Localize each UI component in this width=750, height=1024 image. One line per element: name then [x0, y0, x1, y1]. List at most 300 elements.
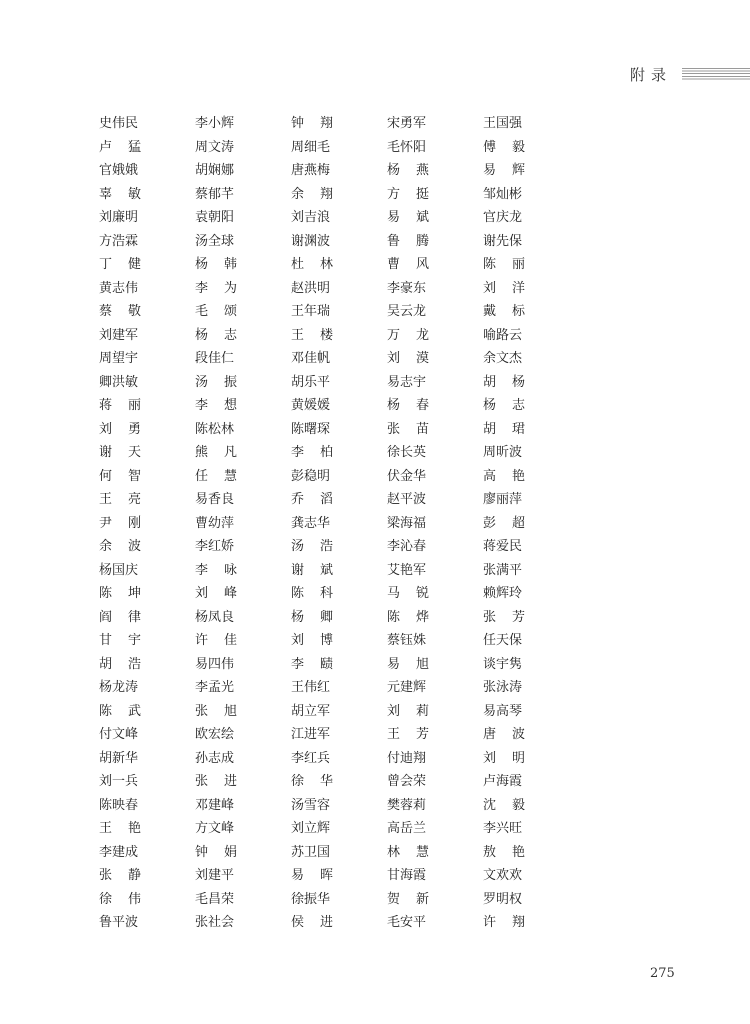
- name-cell: [483, 512, 525, 536]
- name-cell: [195, 465, 237, 489]
- name-cell: 龚志华: [291, 515, 331, 531]
- name-char: 杨: [387, 163, 401, 178]
- name-cell: 张社会: [195, 915, 235, 930]
- name-char: 彭: [483, 515, 497, 531]
- name-cell: 刘吉浪: [291, 210, 331, 225]
- name-cell: 刘建平: [195, 868, 235, 883]
- name-cell: [99, 864, 141, 888]
- name-char: 戴: [483, 304, 497, 319]
- name-cell: 张泳涛: [483, 680, 523, 695]
- name-cell: 袁朝阳: [195, 210, 235, 225]
- name-cell: [483, 418, 525, 442]
- name-cell: 高岳兰: [387, 821, 427, 836]
- name-char: 超: [511, 515, 525, 531]
- name-char: 旭: [223, 703, 237, 719]
- name-char: 卢: [99, 139, 113, 155]
- name-char: 翔: [319, 186, 333, 202]
- name-cell: [291, 253, 333, 277]
- name-char: 曹: [387, 257, 401, 272]
- name-char: 智: [127, 468, 141, 484]
- name-cell: [99, 488, 141, 512]
- name-cell: [387, 253, 429, 277]
- name-char: 陈: [99, 586, 113, 601]
- name-char: 高: [483, 468, 497, 484]
- name-cell: 陈松林: [195, 421, 235, 437]
- name-cell: [99, 512, 141, 536]
- name-cell: [291, 112, 333, 136]
- name-cell: 谢渊波: [291, 233, 331, 249]
- name-char: 静: [127, 868, 141, 883]
- name-char: 为: [223, 280, 237, 296]
- name-cell: [99, 817, 141, 841]
- name-char: 张: [387, 421, 401, 437]
- name-char: 志: [511, 398, 525, 413]
- name-char: 刘: [387, 351, 401, 366]
- name-cell: [195, 371, 237, 395]
- name-cell: [291, 535, 333, 559]
- name-cell: 曹幼萍: [195, 515, 235, 531]
- name-cell: [99, 606, 141, 630]
- name-char: 丽: [127, 398, 141, 413]
- name-char: 进: [223, 774, 237, 789]
- name-cell: 廖丽萍: [483, 492, 523, 507]
- name-cell: 毛怀阳: [387, 139, 427, 155]
- name-cell: [291, 441, 333, 465]
- name-cell: [291, 559, 333, 583]
- name-cell: [483, 277, 525, 301]
- header-decorative-rules: [682, 68, 750, 80]
- name-char: 陈: [387, 609, 401, 625]
- name-cell: 毛安平: [387, 915, 427, 930]
- name-cell: 汤全球: [195, 233, 235, 249]
- name-cell: [387, 653, 429, 677]
- name-char: 腾: [415, 233, 429, 249]
- name-char: 芳: [511, 609, 525, 625]
- name-char: 何: [99, 468, 113, 484]
- name-cell: [291, 324, 333, 348]
- name-cell: 蒋爱民: [483, 539, 523, 554]
- name-char: 李: [195, 280, 209, 296]
- name-cell: 胡新华: [99, 750, 139, 766]
- name-cell: [291, 911, 333, 935]
- name-char: 卿: [319, 609, 333, 625]
- name-char: 蔡: [99, 304, 113, 319]
- name-char: 丁: [99, 257, 113, 272]
- name-char: 李: [195, 398, 209, 413]
- name-cell: [195, 394, 237, 418]
- name-cell: 刘廉明: [99, 210, 139, 225]
- name-cell: 陈曙琛: [291, 421, 331, 437]
- name-cell: 邹灿彬: [483, 186, 523, 202]
- name-cell: 余文杰: [483, 351, 523, 366]
- name-char: 坤: [127, 586, 141, 601]
- name-cell: [99, 653, 141, 677]
- name-cell: 黄志伟: [99, 280, 139, 296]
- name-cell: [387, 347, 429, 371]
- name-char: 侯: [291, 915, 305, 930]
- name-cell: 徐长英: [387, 445, 427, 460]
- name-cell: 张满平: [483, 562, 523, 578]
- name-cell: [99, 394, 141, 418]
- name-char: 娟: [223, 844, 237, 860]
- name-char: 张: [99, 868, 113, 883]
- name-char: 芳: [415, 727, 429, 742]
- name-cell: 蔡钰姝: [387, 633, 427, 648]
- name-cell: 刘立辉: [291, 821, 331, 836]
- name-cell: [483, 606, 525, 630]
- name-char: 亮: [127, 492, 141, 507]
- name-char: 鲁: [387, 233, 401, 249]
- name-char: 余: [291, 186, 305, 202]
- name-cell: [195, 559, 237, 583]
- name-char: 猛: [127, 139, 141, 155]
- name-char: 波: [511, 727, 525, 742]
- name-char: 宇: [127, 633, 141, 648]
- name-char: 振: [223, 374, 237, 390]
- name-cell: 官娥娥: [99, 163, 139, 178]
- name-cell: 毛昌荣: [195, 891, 235, 907]
- name-char: 易: [387, 656, 401, 672]
- name-cell: 刘一兵: [99, 774, 139, 789]
- name-char: 科: [319, 586, 333, 601]
- name-char: 慧: [223, 468, 237, 484]
- name-cell: 李小辉: [195, 116, 235, 131]
- name-char: 毅: [511, 797, 525, 813]
- name-cell: [195, 300, 237, 324]
- name-cell: [387, 700, 429, 724]
- name-char: 武: [127, 703, 141, 719]
- name-char: 陈: [291, 586, 305, 601]
- name-char: 甘: [99, 633, 113, 648]
- name-char: 龙: [415, 327, 429, 343]
- name-char: 艳: [511, 468, 525, 484]
- name-char: 陈: [99, 703, 113, 719]
- name-cell: [195, 841, 237, 865]
- name-cell: 曾会荣: [387, 774, 427, 789]
- name-char: 刘: [291, 633, 305, 648]
- name-char: 杨: [511, 374, 525, 390]
- name-cell: [483, 794, 525, 818]
- name-cell: [99, 183, 141, 207]
- name-cell: 易高琴: [483, 703, 523, 719]
- name-cell: [195, 277, 237, 301]
- name-char: 翔: [511, 915, 525, 930]
- name-cell: 李兴旺: [483, 821, 523, 836]
- name-cell: [291, 582, 333, 606]
- name-cell: 谢先保: [483, 233, 523, 249]
- name-char: 风: [415, 257, 429, 272]
- name-char: 浩: [127, 656, 141, 672]
- name-char: 张: [195, 703, 209, 719]
- name-cell: [291, 488, 333, 512]
- name-char: 博: [319, 633, 333, 648]
- name-char: 慧: [415, 844, 429, 860]
- name-char: 楼: [319, 327, 333, 343]
- name-cell: [291, 183, 333, 207]
- name-char: 明: [511, 750, 525, 766]
- name-cell: [387, 841, 429, 865]
- name-char: 刘: [483, 280, 497, 296]
- name-char: 徐: [99, 891, 113, 907]
- name-char: 烨: [415, 609, 429, 625]
- name-cell: 邓佳帆: [291, 351, 331, 366]
- name-cell: 赖辉玲: [483, 586, 523, 601]
- names-list: [99, 112, 579, 935]
- name-cell: 陈映春: [99, 797, 139, 813]
- name-cell: [387, 888, 429, 912]
- name-char: 苗: [415, 421, 429, 437]
- name-char: 志: [223, 327, 237, 343]
- name-char: 谢: [291, 562, 305, 578]
- name-cell: [387, 606, 429, 630]
- name-char: 柏: [319, 445, 333, 460]
- name-char: 杨: [195, 327, 209, 343]
- name-cell: [195, 582, 237, 606]
- name-char: 汤: [195, 374, 209, 390]
- name-cell: 卿洪敏: [99, 374, 139, 390]
- name-cell: 易四伟: [195, 656, 235, 672]
- name-cell: 官庆龙: [483, 210, 523, 225]
- name-char: 李: [291, 656, 305, 672]
- name-char: 挺: [415, 186, 429, 202]
- name-char: 珺: [511, 421, 525, 437]
- name-char: 杨: [483, 398, 497, 413]
- name-cell: [291, 606, 333, 630]
- name-cell: 周细毛: [291, 139, 331, 155]
- name-cell: 孙志成: [195, 750, 235, 766]
- name-char: 斌: [319, 562, 333, 578]
- name-char: 咏: [223, 562, 237, 578]
- name-cell: 任天保: [483, 633, 523, 648]
- name-cell: 段佳仁: [195, 351, 235, 366]
- name-cell: [387, 206, 429, 230]
- name-char: 刘: [483, 750, 497, 766]
- name-char: 颂: [223, 304, 237, 319]
- name-cell: [483, 394, 525, 418]
- name-char: 钟: [195, 844, 209, 860]
- name-char: 华: [319, 774, 333, 789]
- name-char: 李: [291, 445, 305, 460]
- name-cell: [99, 465, 141, 489]
- name-char: 辉: [511, 163, 525, 178]
- name-char: 乔: [291, 492, 305, 507]
- name-cell: [99, 300, 141, 324]
- name-cell: 伏金华: [387, 468, 427, 484]
- name-char: 易: [291, 868, 305, 883]
- name-char: 刘: [99, 421, 113, 437]
- name-char: 谢: [99, 445, 113, 460]
- name-char: 莉: [415, 703, 429, 719]
- name-char: 敏: [127, 186, 141, 202]
- name-cell: [291, 629, 333, 653]
- name-cell: [483, 136, 525, 160]
- name-cell: [483, 911, 525, 935]
- name-cell: 周望宇: [99, 351, 139, 366]
- name-cell: [291, 770, 333, 794]
- name-cell: 杨国庆: [99, 562, 139, 578]
- name-char: 刘: [195, 586, 209, 601]
- name-cell: 黄媛媛: [291, 398, 331, 413]
- name-char: 张: [195, 774, 209, 789]
- name-cell: [99, 253, 141, 277]
- name-cell: 江进军: [291, 727, 331, 742]
- name-char: 杨: [195, 257, 209, 272]
- name-char: 刘: [387, 703, 401, 719]
- name-cell: [99, 582, 141, 606]
- name-cell: 苏卫国: [291, 844, 331, 860]
- name-cell: [387, 183, 429, 207]
- name-cell: 胡娴娜: [195, 163, 235, 178]
- name-char: 徐: [291, 774, 305, 789]
- name-cell: [99, 629, 141, 653]
- name-cell: 蔡郁芊: [195, 186, 235, 202]
- name-char: 翔: [319, 116, 333, 131]
- name-char: 刚: [127, 515, 141, 531]
- name-cell: 李豪东: [387, 280, 427, 296]
- name-char: 艳: [127, 821, 141, 836]
- name-cell: [195, 441, 237, 465]
- name-cell: 甘海霞: [387, 868, 427, 883]
- name-char: 沈: [483, 797, 497, 813]
- name-char: 许: [195, 633, 209, 648]
- name-cell: [99, 888, 141, 912]
- name-char: 胡: [483, 421, 497, 437]
- name-cell: [291, 864, 333, 888]
- name-char: 漠: [415, 351, 429, 366]
- name-char: 杜: [291, 257, 305, 272]
- name-cell: 方文峰: [195, 821, 235, 836]
- name-cell: [483, 371, 525, 395]
- name-cell: [483, 159, 525, 183]
- name-char: 健: [127, 257, 141, 272]
- name-cell: 赵洪明: [291, 280, 331, 296]
- name-char: 佳: [223, 633, 237, 648]
- name-char: 艳: [511, 844, 525, 860]
- name-cell: 梁海福: [387, 515, 427, 531]
- name-char: 新: [415, 891, 429, 907]
- name-char: 王: [291, 327, 305, 343]
- name-char: 晖: [319, 868, 333, 883]
- name-cell: 杨龙涛: [99, 680, 139, 695]
- name-char: 万: [387, 327, 401, 343]
- name-cell: [99, 535, 141, 559]
- name-char: 任: [195, 468, 209, 484]
- name-char: 余: [99, 539, 113, 554]
- name-cell: 付迪翔: [387, 750, 427, 766]
- name-char: 毅: [511, 139, 525, 155]
- name-char: 王: [99, 821, 113, 836]
- name-cell: [387, 418, 429, 442]
- name-cell: [99, 700, 141, 724]
- name-cell: 欧宏绘: [195, 727, 235, 742]
- name-char: 方: [387, 186, 401, 202]
- name-char: 进: [319, 915, 333, 930]
- name-cell: 王年瑞: [291, 304, 331, 319]
- name-cell: [387, 324, 429, 348]
- name-cell: [483, 465, 525, 489]
- name-cell: 易香良: [195, 492, 235, 507]
- name-cell: 李沁春: [387, 539, 427, 554]
- page-number: 275: [650, 966, 675, 981]
- name-cell: [195, 770, 237, 794]
- name-cell: 邓建峰: [195, 797, 235, 813]
- name-char: 洋: [511, 280, 525, 296]
- name-cell: 李红娇: [195, 539, 235, 554]
- name-cell: [387, 230, 429, 254]
- name-cell: 周文涛: [195, 139, 235, 155]
- name-cell: 李建成: [99, 844, 139, 860]
- name-cell: 鲁平波: [99, 915, 139, 930]
- name-cell: [291, 653, 333, 677]
- header-title: 附录: [630, 66, 673, 84]
- name-cell: 刘建军: [99, 327, 139, 343]
- name-char: 辜: [99, 186, 113, 202]
- name-char: 浩: [319, 539, 333, 554]
- name-char: 易: [387, 210, 401, 225]
- name-cell: 史伟民: [99, 116, 139, 131]
- name-cell: [483, 723, 525, 747]
- name-char: 峰: [223, 586, 237, 601]
- name-char: 王: [99, 492, 113, 507]
- name-cell: [483, 300, 525, 324]
- name-cell: 艾艳军: [387, 562, 427, 578]
- name-char: 勇: [127, 421, 141, 437]
- name-char: 凡: [223, 445, 237, 460]
- name-char: 赜: [319, 656, 333, 672]
- name-cell: 元建辉: [387, 680, 427, 695]
- name-char: 尹: [99, 515, 113, 531]
- name-char: 傅: [483, 139, 497, 155]
- name-cell: 宋勇军: [387, 116, 427, 131]
- name-char: 杨: [387, 398, 401, 413]
- name-char: 杨: [291, 609, 305, 625]
- name-cell: 杨凤良: [195, 609, 235, 625]
- name-char: 许: [483, 915, 497, 930]
- name-char: 锐: [415, 586, 429, 601]
- name-char: 敬: [127, 304, 141, 319]
- name-cell: [483, 841, 525, 865]
- name-cell: [387, 159, 429, 183]
- name-char: 斌: [415, 210, 429, 225]
- running-header: [600, 64, 750, 86]
- name-cell: 喻路云: [483, 327, 523, 343]
- name-char: 贺: [387, 891, 401, 907]
- name-cell: [99, 136, 141, 160]
- name-char: 伟: [127, 891, 141, 907]
- name-char: 想: [223, 398, 237, 413]
- name-cell: [483, 747, 525, 771]
- name-cell: 胡立军: [291, 703, 331, 719]
- name-char: 律: [127, 609, 141, 625]
- name-char: 天: [127, 445, 141, 460]
- name-char: 丽: [511, 257, 525, 272]
- name-cell: [387, 582, 429, 606]
- name-cell: [99, 418, 141, 442]
- name-cell: 卢海霞: [483, 774, 523, 789]
- name-cell: 樊蓉莉: [387, 797, 427, 813]
- name-cell: 文欢欢: [483, 868, 523, 883]
- name-char: 汤: [291, 539, 305, 554]
- name-cell: 汤雪容: [291, 797, 331, 813]
- name-char: 李: [195, 562, 209, 578]
- name-char: 王: [387, 727, 401, 742]
- name-char: 林: [387, 844, 401, 860]
- name-cell: [387, 723, 429, 747]
- name-char: 熊: [195, 445, 209, 460]
- name-char: 钟: [291, 116, 305, 131]
- name-cell: 付文峰: [99, 727, 139, 742]
- name-cell: 彭稳明: [291, 468, 331, 484]
